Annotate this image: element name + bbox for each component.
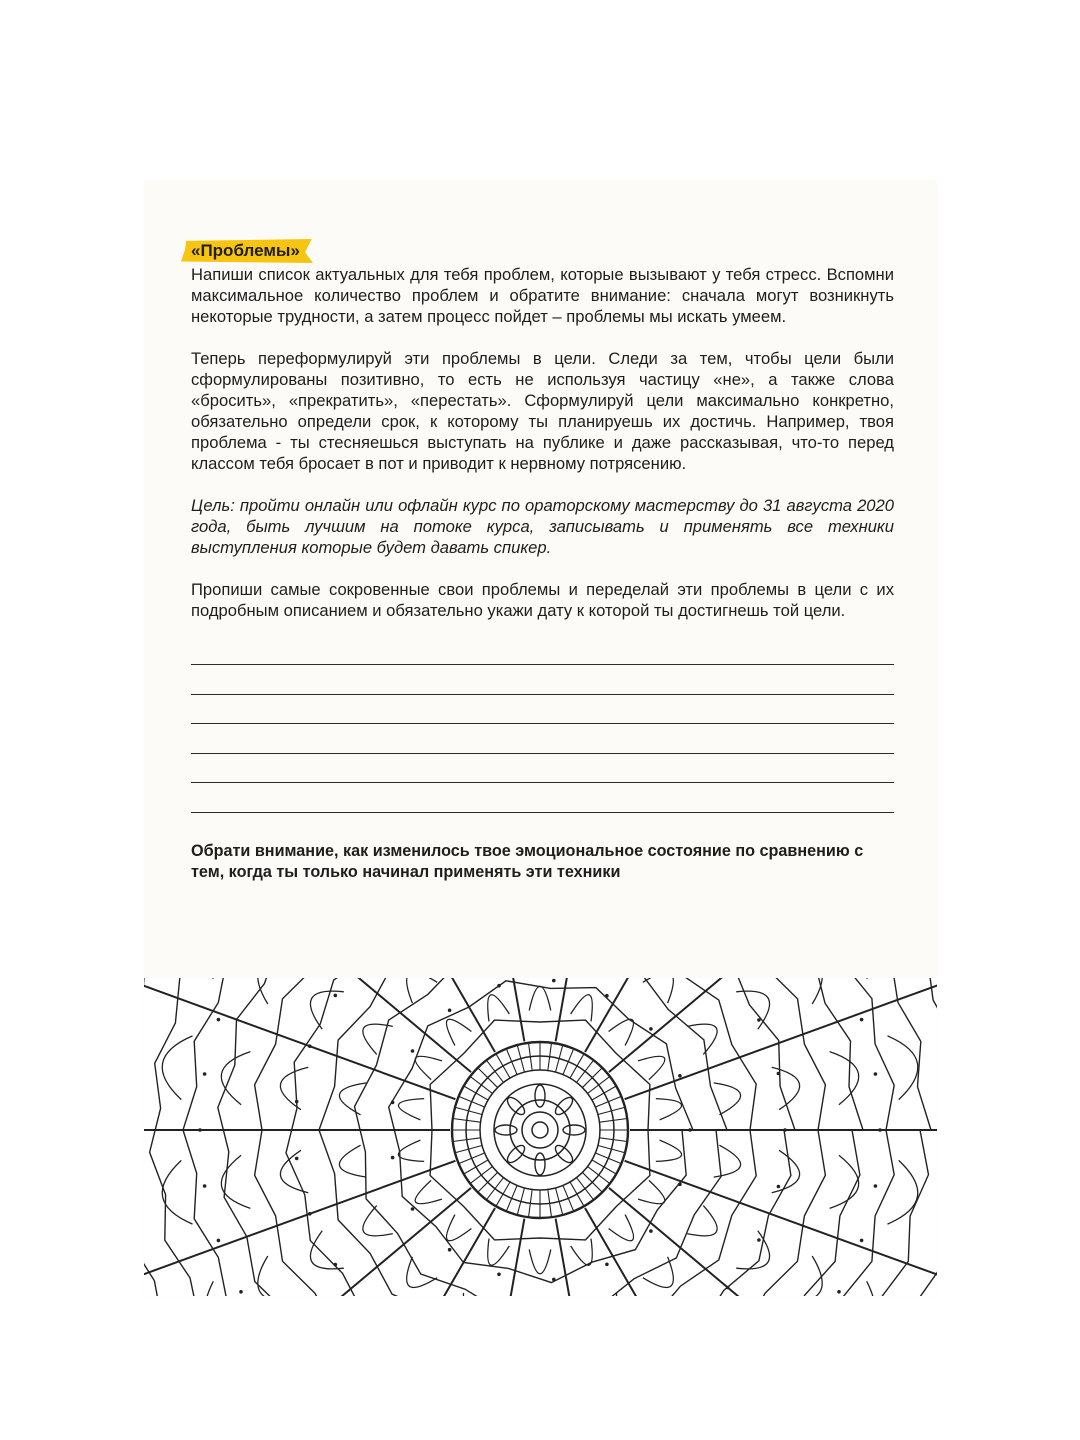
reformulate-paragraph: Теперь переформулируй эти проблемы в цели. Следи за тем, чтобы цели были сформулированы позитивно, то есть не используя частицу «не», а также слова «бросить», «прекратить», «перестать». Сформулируй цели максимально конкретно, обязательно определи срок, к которому ты планируешь их достичь. Например, твоя проблема - ты стесняешься выступать на публике и даже рассказывая, что-то перед классом тебя бросает в пот и приводит к нервному потрясению.: [191, 349, 894, 473]
mandala-illustration: [144, 978, 937, 1296]
writing-line[interactable]: [191, 665, 894, 695]
workbook-page: [144, 180, 937, 1296]
writing-line[interactable]: [191, 783, 894, 813]
writing-lines: [191, 651, 894, 813]
writing-line[interactable]: [191, 754, 894, 784]
writing-line[interactable]: [191, 724, 894, 754]
section-title: «Проблемы»: [191, 241, 300, 260]
writing-line[interactable]: [191, 651, 894, 665]
mandala-drawing: [144, 978, 937, 1296]
instruction-paragraph: Пропиши самые сокровенные свои проблемы и переделай эти проблемы в цели с их подробным описанием и обязательно укажи дату к которой ты достигнешь той цели.: [191, 580, 894, 620]
intro-paragraph: Напиши список актуальных для тебя проблем, которые вызывают у тебя стресс. Вспомни максимальное количество проблем и обратите внимание: сначала могут возникнуть некоторые трудности, а затем процесс пойдет – проблемы мы искать умеем.: [191, 265, 894, 326]
writing-line[interactable]: [191, 695, 894, 725]
attention-note: Обрати внимание, как изменилось твое эмоциональное состояние по сравнению с тем, когда ты только начинал применять эти техники: [191, 841, 864, 881]
goal-example-paragraph: Цель: пройти онлайн или офлайн курс по ораторскому мастерству до 31 августа 2020 года, быть лучшим на потоке курса, записывать и применять все техники выступления которые будет давать спикер.: [191, 496, 894, 557]
page-content: [191, 238, 894, 883]
section-heading: [187, 238, 300, 264]
